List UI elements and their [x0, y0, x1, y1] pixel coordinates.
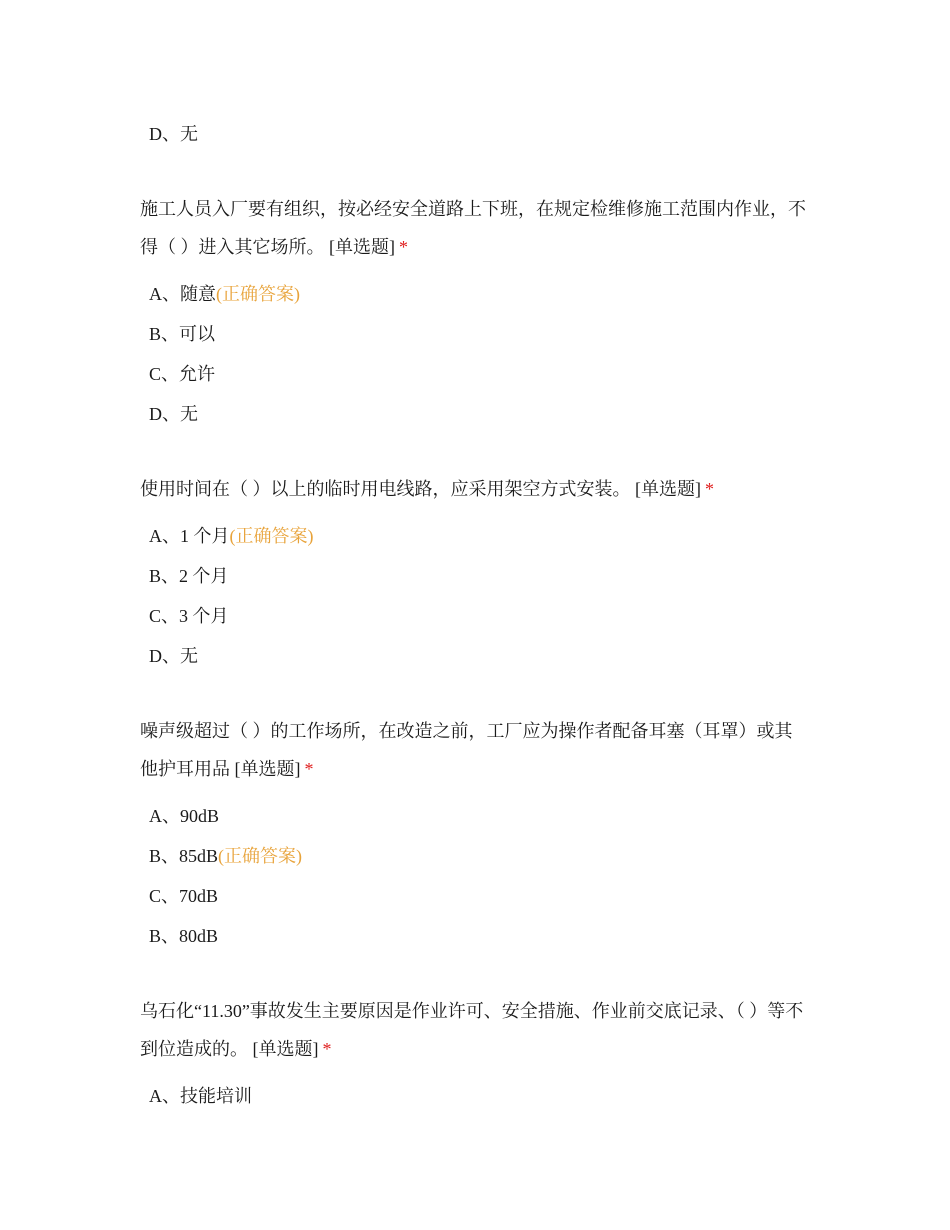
option-label: D、无 [149, 404, 198, 424]
option-label: B、80dB [149, 926, 219, 946]
question-3 [140, 712, 810, 956]
option-label: A、90dB [149, 806, 220, 826]
question-2 [140, 470, 810, 676]
correct-answer-mark: (正确答案) [229, 526, 314, 546]
option-item [140, 274, 810, 314]
question-title [140, 190, 810, 266]
option-label: D、无 [149, 124, 198, 144]
question-type: [单选题] [635, 479, 701, 499]
required-marker: * [705, 479, 714, 499]
question-type: [单选题] [234, 759, 301, 779]
option-item [140, 916, 810, 956]
option-item [140, 114, 810, 154]
option-label: C、70dB [149, 886, 219, 906]
option-label: B、85dB [149, 846, 219, 866]
question-type: [单选题] [252, 1039, 319, 1059]
option-item [140, 354, 810, 394]
correct-answer-mark: (正确答案) [216, 284, 300, 304]
option-label: D、无 [149, 646, 198, 666]
option-item [140, 394, 810, 434]
question-title [140, 712, 810, 788]
required-marker: * [304, 759, 314, 779]
question-text: 乌石化“11.30”事故发生主要原因是作业许可、安全措施、作业前交底记录、（ ）等不到位造成的。 [140, 1001, 804, 1059]
option-item [140, 636, 810, 676]
option-item [140, 836, 810, 876]
question-4 [140, 992, 810, 1116]
required-marker: * [322, 1039, 332, 1059]
option-label: B、可以 [149, 324, 216, 344]
correct-answer-mark: (正确答案) [218, 846, 303, 866]
question-text: 施工人员入厂要有组织，按必经安全道路上下班，在规定检维修施工范围内作业，不得（ ）进入其它场所。 [140, 199, 806, 257]
option-label: B、2 个月 [149, 566, 229, 586]
option-item [140, 556, 810, 596]
question-title [140, 470, 810, 508]
question-fragment [140, 114, 810, 154]
required-marker: * [399, 237, 408, 257]
option-item [140, 1076, 810, 1116]
option-item [140, 796, 810, 836]
option-label: A、技能培训 [149, 1086, 252, 1106]
option-item [140, 314, 810, 354]
option-item [140, 516, 810, 556]
option-label: C、允许 [149, 364, 216, 384]
option-item [140, 876, 810, 916]
option-label: A、1 个月 [149, 526, 230, 546]
option-label: A、随意 [149, 284, 216, 304]
question-title [140, 992, 810, 1068]
question-text: 使用时间在（ ）以上的临时用电线路，应采用架空方式安装。 [140, 479, 631, 499]
option-label: C、3 个月 [149, 606, 229, 626]
question-type: [单选题] [329, 237, 395, 257]
question-1 [140, 190, 810, 434]
question-text: 噪声级超过（ ）的工作场所，在改造之前，工厂应为操作者配备耳塞（耳罩）或其他护耳用品 [140, 721, 793, 779]
option-item [140, 596, 810, 636]
